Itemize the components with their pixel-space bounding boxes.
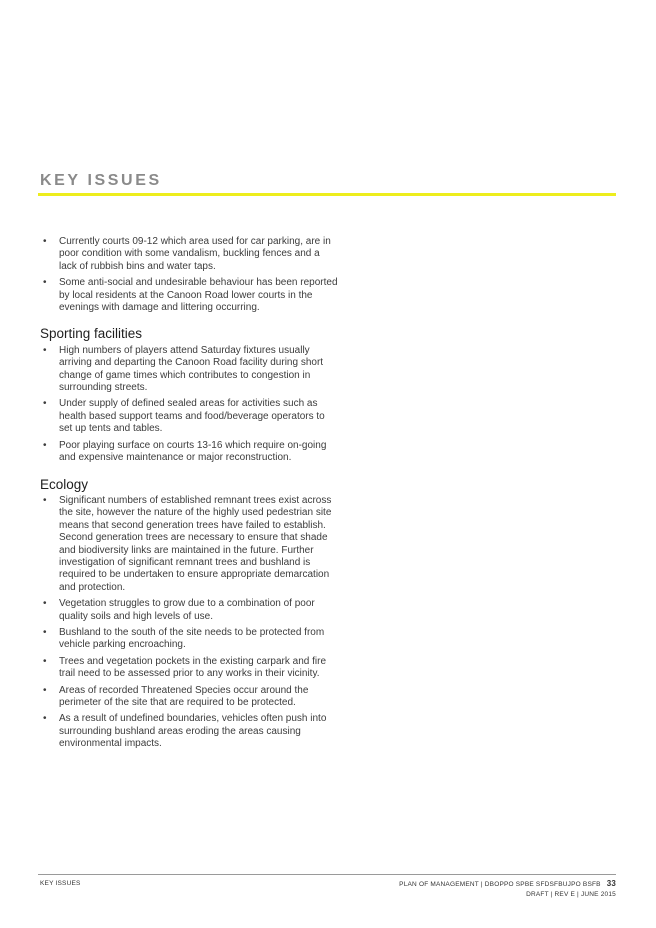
sporting-heading: Sporting facilities: [40, 326, 143, 342]
footer-document-title: PLAN OF MANAGEMENT | DBOPPO SPBE SFDSFBUJPO BSFB: [399, 881, 601, 888]
bullet-icon: •: [43, 398, 47, 410]
ecology-heading: Ecology: [40, 476, 89, 492]
title-underline: [38, 193, 616, 196]
bullet-icon: •: [43, 344, 47, 356]
ecology-list: [40, 495, 340, 751]
list-item: • Poor playing surface on courts 13-16 which require on-going and expensive maintenance or major reconstruction.: [43, 439, 327, 464]
bullet-icon: •: [43, 236, 47, 247]
list-item: • As a result of undefined boundaries, vehicles often push into surrounding bushland areas eroding the areas causing environmental impacts.: [43, 713, 327, 750]
list-item: • Bushland to the south of the site needs to be protected from vehicle parking encroaching.: [43, 626, 325, 651]
main-content: [40, 236, 340, 755]
bullet-icon: •: [43, 684, 47, 696]
bullet-icon: •: [43, 626, 47, 638]
footer-section-label: KEY ISSUES: [40, 880, 81, 887]
page-number: 33: [606, 879, 616, 888]
list-item: • Currently courts 09-12 which area used for car parking, are in poor condition with some vandalism, buckling fences and a lack of rubbish bins and water taps.: [43, 236, 331, 272]
list-item: • High numbers of players attend Saturday fixtures usually arriving and departing the Canoon Road facility during short change of game times which contributes to congestion in surrounding streets.: [43, 344, 324, 394]
list-item: • Vegetation struggles to grow due to a combination of poor quality soils and high levels of use.: [43, 598, 315, 622]
list-item: • Some anti-social and undesirable behaviour has been reported by local residents at the Canoon Road lower courts in the evenings with damage and littering occurring.: [43, 277, 338, 314]
sporting-list: [40, 345, 340, 465]
footer-divider: [38, 874, 616, 875]
list-item: • Trees and vegetation pockets in the existing carpark and fire trail need to be assessed prior to any works in their vicinity.: [43, 655, 327, 680]
bullet-icon: •: [43, 713, 47, 725]
bullet-icon: •: [43, 439, 47, 451]
bullet-icon: •: [43, 655, 47, 667]
bullet-icon: •: [43, 494, 47, 506]
bullet-icon: •: [43, 598, 47, 610]
bullet-icon: •: [43, 277, 47, 289]
intro-list: [40, 236, 340, 314]
footer-revision: DRAFT | REV E | JUNE 2015: [526, 891, 616, 898]
list-item: • Areas of recorded Threatened Species occur around the perimeter of the site that are required to be protected.: [43, 684, 309, 708]
footer-info: [399, 879, 616, 898]
page-title: KEY ISSUES: [40, 172, 162, 189]
list-item: • Significant numbers of established remnant trees exist across the site, however the nature of the highly used pedestrian site means that second generation trees have failed to establish. Second generation trees are necessary to ensure that shade and biodiversity links are maintained in the future. Further investigation of significant remnant trees and bushland is required to be undertaken to ensure appropriate demarcation and protection.: [43, 494, 332, 593]
list-item: • Under supply of defined sealed areas for activities such as health based support teams and food/beverage operators to set up tents and tables.: [43, 398, 325, 435]
